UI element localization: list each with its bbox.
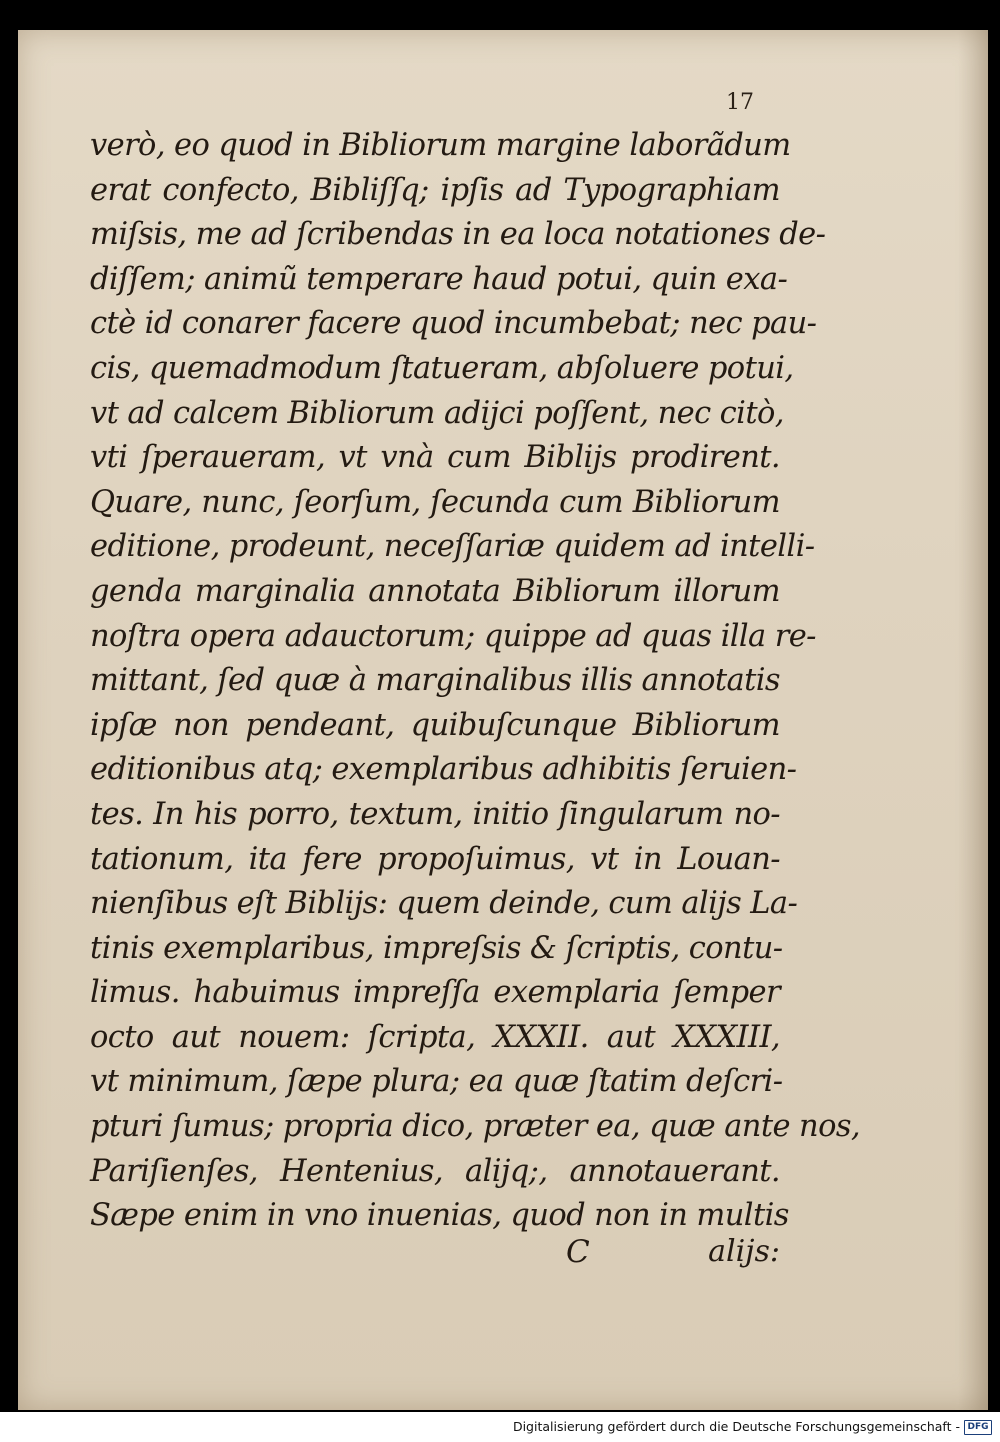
text-line: mittant, ſed quæ à marginalibus illis annotatis — [90, 663, 780, 699]
text-line: erat confecto, Bibliſſq; ipſis ad Typographiam — [90, 172, 780, 208]
text-line: ipſæ non pendeant, quibuſcunque Bibliorum — [90, 707, 780, 743]
text-line: vt ad calcem Bibliorum adijci poſſent, nec citò, — [90, 395, 784, 431]
text-line: genda marginalia annotata Bibliorum illorum — [90, 573, 780, 609]
text-line: editionibus atq; exemplaribus adhibitis ſeruien- — [90, 752, 797, 788]
page-footer — [90, 1234, 780, 1280]
text-line: limus. habuimus impreſſa exemplaria ſemper — [90, 975, 780, 1011]
credit-bar — [0, 1412, 1000, 1442]
text-line: pturi ſumus; propria dico, præter ea, quæ ante nos, — [90, 1109, 860, 1145]
text-line: Pariſienſes, Hentenius, alijq;, annotauerant. — [90, 1153, 780, 1189]
text-line: vti ſperaueram, vt vnà cum Biblijs prodirent. — [90, 440, 780, 476]
text-line: cis, quemadmodum ſtatueram, abſoluere potui, — [90, 350, 794, 386]
page-number: 17 — [726, 90, 754, 115]
text-line: nienſibus eſt Biblijs: quem deinde, cum alijs La- — [90, 886, 798, 922]
text-line: vt minimum, ſæpe plura; ea quæ ſtatim deſcri- — [90, 1064, 783, 1100]
book-page — [18, 30, 988, 1410]
text-line: diſſem; animũ temperare haud potui, quin exa- — [90, 261, 788, 297]
catchword: alijs: — [708, 1234, 780, 1269]
text-line: verò, eo quod in Bibliorum margine laborãdum — [90, 128, 791, 163]
signature-mark: C — [566, 1234, 590, 1270]
text-line: Sæpe enim in vno inuenias, quod non in multis — [90, 1198, 789, 1234]
text-line: miſsis, me ad ſcribendas in ea loca notationes de- — [90, 217, 826, 253]
funding-credit: Digitalisierung gefördert durch die Deutsche Forschungsgemeinschaft - — [512, 1419, 960, 1434]
text-line: noſtra opera adauctorum; quippe ad quas illa re- — [90, 618, 816, 654]
text-line: octo aut nouem: ſcripta, XXXII. aut XXXIII, — [90, 1019, 780, 1055]
text-line: tationum, ita fere propoſuimus, vt in Louan- — [90, 841, 780, 877]
text-line: tinis exemplaribus, impreſsis & ſcriptis, contu- — [90, 930, 783, 966]
text-line: Quare, nunc, ſeorſum, ſecunda cum Bibliorum — [90, 484, 780, 520]
dfg-logo-icon: DFG — [964, 1420, 992, 1435]
text-line: tes. In his porro, textum, initio ſingularum no- — [90, 796, 780, 832]
body-text — [90, 124, 860, 1239]
text-line: ctè id conarer facere quod incumbebat; nec pau- — [90, 306, 817, 342]
text-line: editione, prodeunt, neceſſariæ quidem ad intelli- — [90, 529, 815, 565]
